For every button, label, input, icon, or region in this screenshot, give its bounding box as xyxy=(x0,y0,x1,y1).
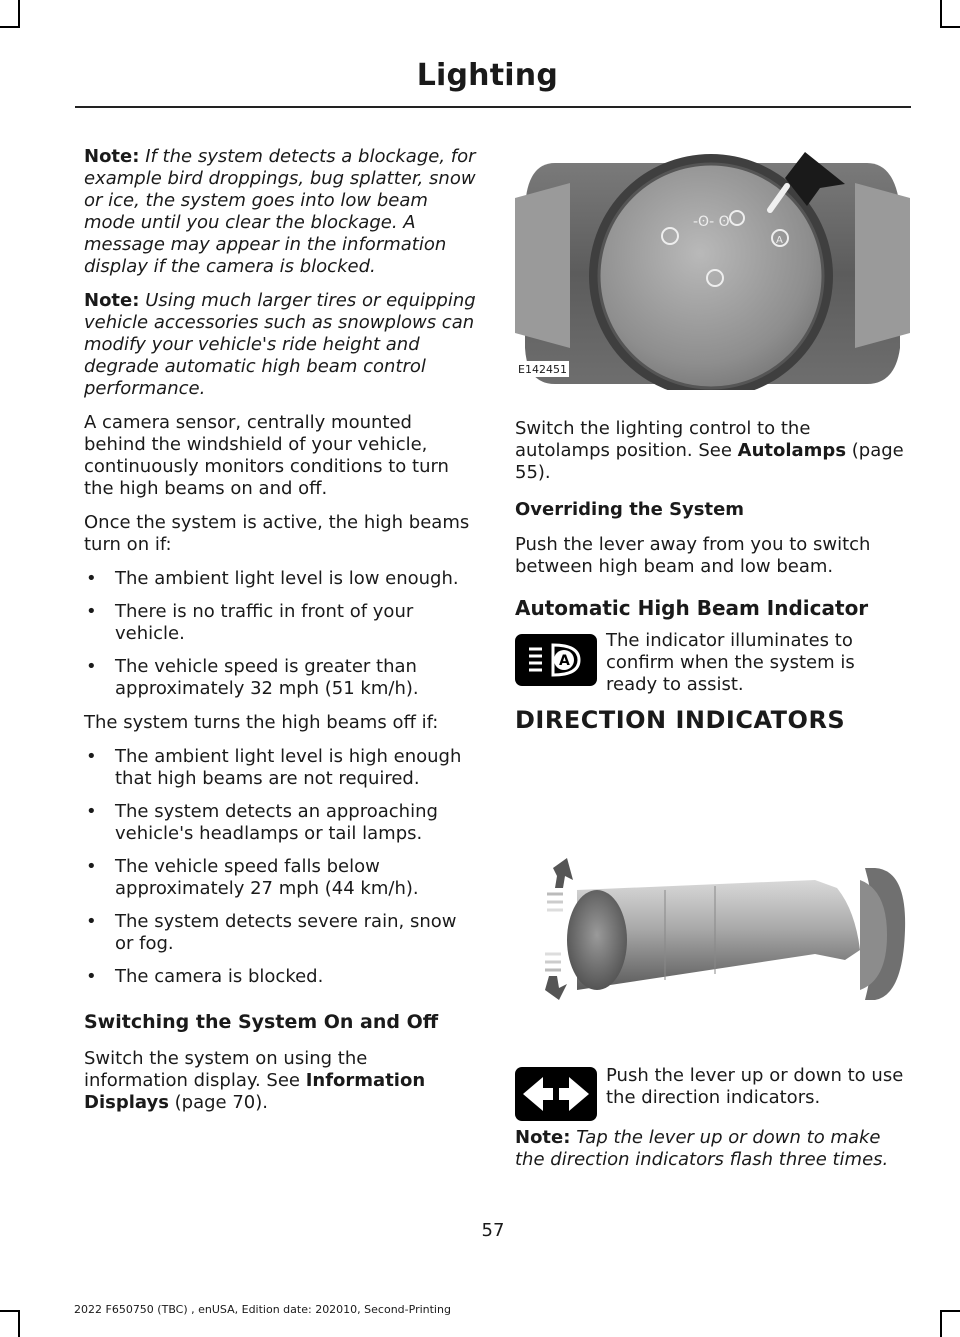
svg-text:-ʘ- ʘ: -ʘ- ʘ xyxy=(693,214,730,230)
list-item xyxy=(84,656,476,700)
svg-text:A: A xyxy=(776,235,783,246)
headlamp-switch-illustration xyxy=(515,148,910,390)
crop-mark xyxy=(940,1310,942,1337)
list-item xyxy=(84,966,476,988)
headlamp-switch-figure xyxy=(515,148,910,390)
note-label: Note: xyxy=(84,290,140,311)
list-item-text: The ambient light level is high enough that high beams are not required. xyxy=(115,746,462,789)
cross-reference-link[interactable]: Autolamps xyxy=(737,440,847,461)
direction-description: Push the lever up or down to use the direction indicators. xyxy=(606,1065,904,1108)
page-title: Lighting xyxy=(416,58,558,93)
turn-signal-arrows-glyph xyxy=(515,1067,597,1121)
crop-mark xyxy=(0,1310,20,1312)
paragraph-override: Push the lever away from you to switch between high beam and low beam. xyxy=(515,534,871,577)
note-text: If the system detects a blockage, for example bird droppings, bug splatter, snow or ice, the system goes into low beam mode until you clear the blockage. A message may appear in the information display if the camera is blocked. xyxy=(84,146,476,277)
auto-high-beam-glyph xyxy=(515,634,597,686)
turn-signal-icon xyxy=(515,1067,597,1121)
list-item-text: The camera is blocked. xyxy=(115,966,324,987)
header-divider xyxy=(75,106,911,108)
paragraph-turn-on-if: Once the system is active, the high beams turn on if: xyxy=(84,512,470,555)
note-tires xyxy=(84,290,476,400)
turn-signal-lever-illustration xyxy=(515,850,910,1015)
bullet: • xyxy=(86,746,97,767)
text: (page 70). xyxy=(168,1092,268,1113)
list-item xyxy=(84,568,476,590)
list-item-text: The ambient light level is low enough. xyxy=(115,568,459,589)
indicator-description: The indicator illuminates to confirm when the system is ready to assist. xyxy=(606,630,855,695)
note-label: Note: xyxy=(515,1127,571,1148)
crop-mark xyxy=(18,0,20,28)
direction-lever-figure xyxy=(515,850,910,1015)
heading-switching-system: Switching the System On and Off xyxy=(84,1011,439,1033)
list-item-text: The vehicle speed is greater than approximately 32 mph (51 km/h). xyxy=(115,656,419,699)
heading-direction-indicators: DIRECTION INDICATORS xyxy=(515,706,846,734)
bullet: • xyxy=(86,966,97,987)
crop-mark xyxy=(940,0,942,28)
paragraph-autolamps xyxy=(515,418,910,484)
bullet: • xyxy=(86,656,97,677)
heading-auto-high-beam-indicator: Automatic High Beam Indicator xyxy=(515,596,869,620)
cross-reference-link[interactable]: Information Displays xyxy=(84,1070,426,1113)
list-item-text: There is no traffic in front of your vehicle. xyxy=(115,601,414,644)
figure-code: E142451 xyxy=(518,363,567,376)
paragraph-switch-on xyxy=(84,1048,476,1114)
crop-mark xyxy=(940,26,960,28)
text: (page 55). xyxy=(515,440,904,483)
svg-text:A: A xyxy=(559,653,570,669)
note-label: Note: xyxy=(84,146,140,167)
page-number: 57 xyxy=(481,1220,505,1241)
bullet: • xyxy=(86,601,97,622)
note-text: Using much larger tires or equipping vehicle accessories such as snowplows can modify your vehicle's ride height and degrade automatic high beam control performance. xyxy=(84,290,476,399)
list-item-text: The vehicle speed falls below approximately 27 mph (44 km/h). xyxy=(115,856,419,899)
bullet: • xyxy=(86,801,97,822)
list-item xyxy=(84,601,476,645)
paragraph-camera-sensor: A camera sensor, centrally mounted behind the windshield of your vehicle, continuously monitors conditions to turn the high beams on and off. xyxy=(84,412,449,499)
list-item xyxy=(84,911,476,955)
list-turn-on-conditions xyxy=(84,568,476,700)
right-column xyxy=(515,418,910,634)
footer-edition-info: 2022 F650750 (TBC) , enUSA, Edition date: 202010, Second-Printing xyxy=(74,1303,451,1316)
list-item-text: The system detects an approaching vehicle's headlamps or tail lamps. xyxy=(115,801,438,844)
auto-high-beam-icon xyxy=(515,634,597,686)
text: Switch the lighting control to the autolamps position. See xyxy=(515,418,811,461)
list-turn-off-conditions xyxy=(84,746,476,988)
text: Switch the system on using the information display. See xyxy=(84,1048,368,1091)
crop-mark xyxy=(18,1310,20,1337)
bullet: • xyxy=(86,856,97,877)
bullet: • xyxy=(86,911,97,932)
crop-mark xyxy=(0,26,20,28)
crop-mark xyxy=(940,1310,960,1312)
heading-overriding: Overriding the System xyxy=(515,499,745,520)
note-text: Tap the lever up or down to make the direction indicators flash three times. xyxy=(515,1127,889,1170)
list-item-text: The system detects severe rain, snow or fog. xyxy=(115,911,457,954)
left-column xyxy=(84,146,476,1126)
list-item xyxy=(84,801,476,845)
paragraph-turn-off-if: The system turns the high beams off if: xyxy=(84,712,439,733)
list-item xyxy=(84,746,476,790)
list-item xyxy=(84,856,476,900)
bullet: • xyxy=(86,568,97,589)
note-tap-lever xyxy=(515,1127,910,1171)
note-blockage xyxy=(84,146,476,278)
